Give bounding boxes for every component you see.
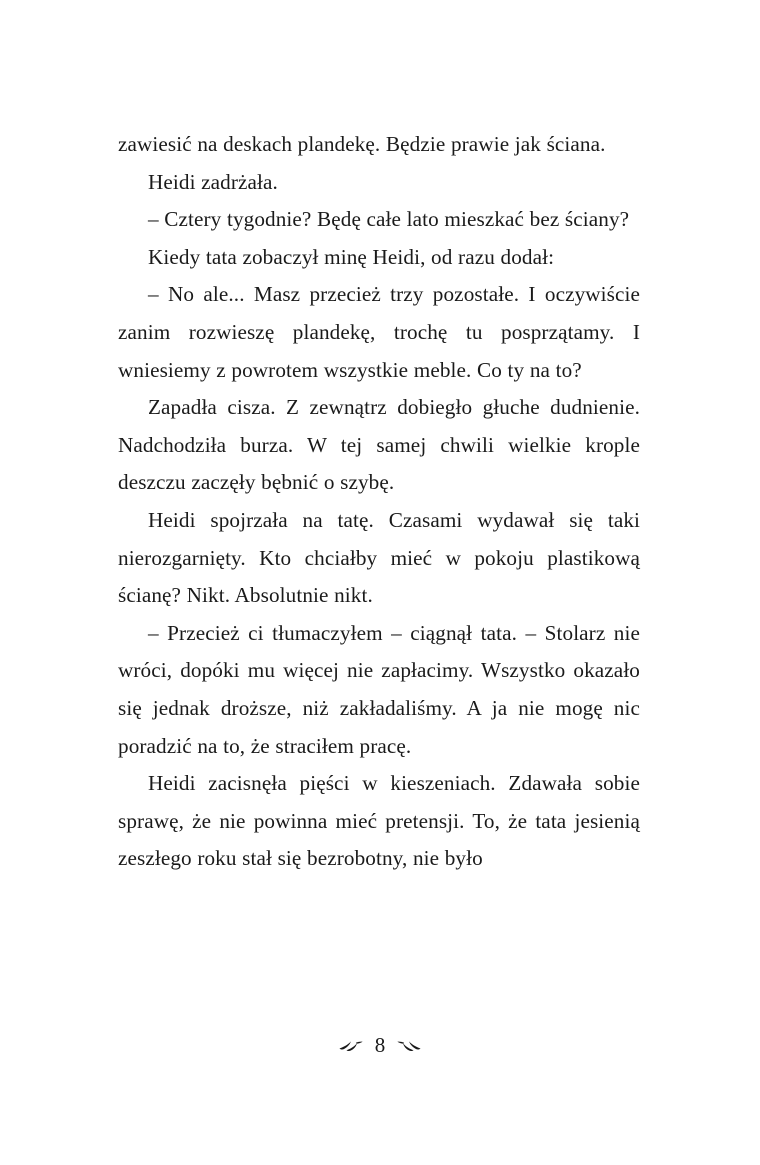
page-text-body <box>118 126 640 878</box>
paragraph: Heidi zacisnęła pięści w kieszeniach. Zdawała sobie sprawę, że nie powinna mieć pretensji. To, że tata jesienią zeszłego roku stał się bezrobotny, nie było <box>118 771 640 871</box>
page-footer <box>0 1028 760 1062</box>
paragraph: – Cztery tygodnie? Będę całe lato mieszkać bez ściany? <box>148 207 630 232</box>
paragraph: zawiesić na deskach plandekę. Będzie prawie jak ściana. <box>118 132 606 156</box>
paragraph: Heidi spojrzała na tatę. Czasami wydawał się taki nierozgarnięty. Kto chciałby mieć w pokoju plastikową ścianę? Nikt. Absolutnie nikt. <box>118 507 640 608</box>
leaf-flourish-left-icon <box>338 1038 364 1052</box>
paragraph: – No ale... Masz przecież trzy pozostałe. I oczywiście zanim rozwieszę plandekę, trochę tu posprzątamy. I wniesiemy z powrotem wszystkie meble. Co ty na to? <box>118 282 640 382</box>
page-number: 8 <box>374 1032 386 1057</box>
paragraph: Heidi zadrżała. <box>148 169 278 194</box>
paragraph: Kiedy tata zobaczył minę Heidi, od razu dodał: <box>148 244 555 269</box>
paragraph: – Przecież ci tłumaczyłem – ciągnął tata. – Stolarz nie wróci, dopóki mu więcej nie zapłacimy. Wszystko okazało się jednak droższe, niż zakładaliśmy. A ja nie mogę nic poradzić na to, że straciłem pracę. <box>118 620 640 758</box>
leaf-flourish-right-icon <box>396 1038 422 1052</box>
paragraph: Zapadła cisza. Z zewnątrz dobiegło głuche dudnienie. Nadchodziła burza. W tej samej chwili wielkie krople deszczu zaczęły bębnić o szybę. <box>118 395 640 495</box>
